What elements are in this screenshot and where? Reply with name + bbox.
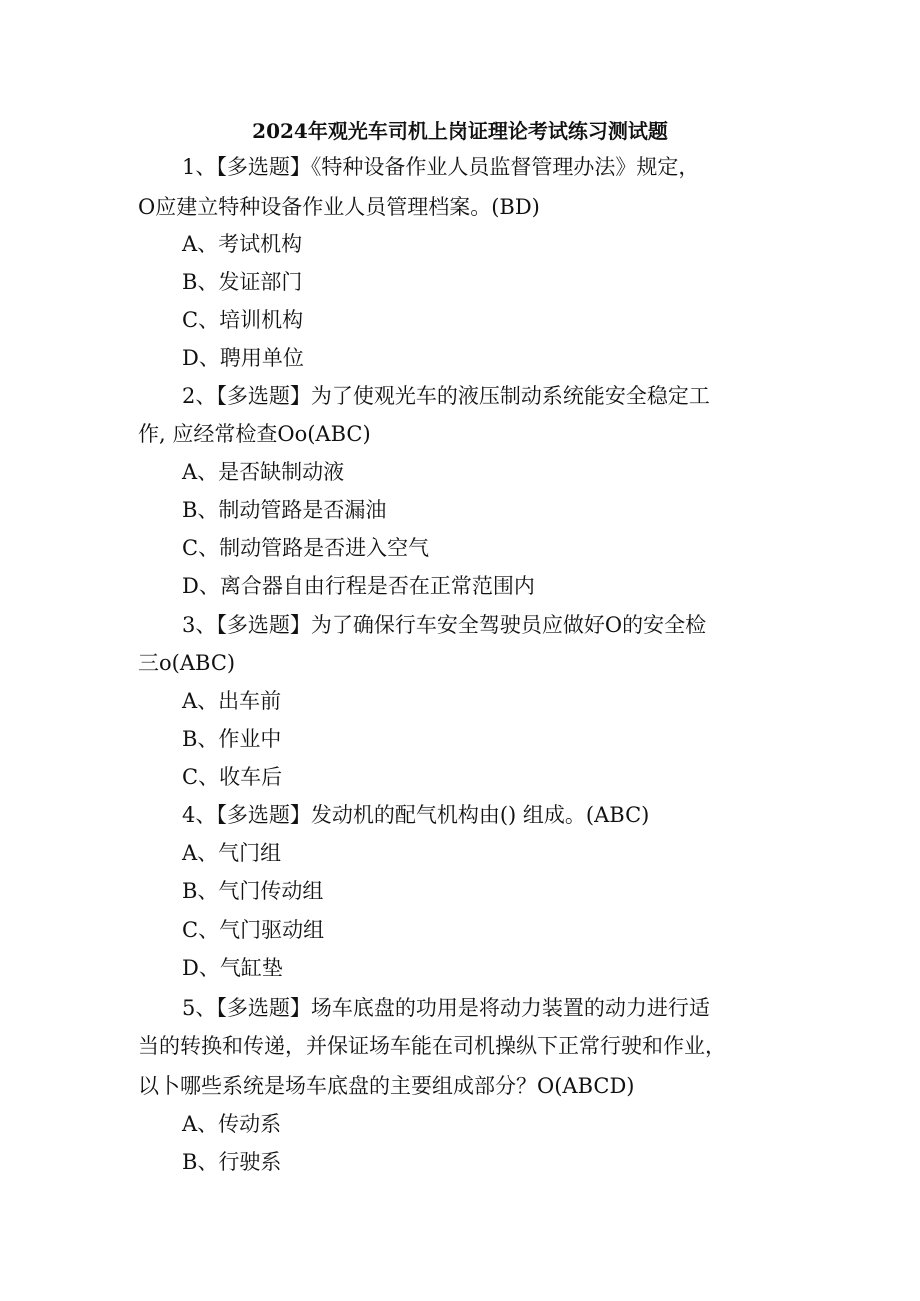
question-5-option-b: B、行驶系 xyxy=(182,1150,282,1174)
question-3-text-line-1: 3、【多选题】为了确保行车安全驾驶员应做好O的安全检 xyxy=(182,613,707,637)
question-5-text-line-1: 5、【多选题】场车底盘的功用是将动力装置的动力进行适 xyxy=(182,996,710,1020)
question-4-text-line-1: 4、【多选题】发动机的配气机构由() 组成。(ABC) xyxy=(182,803,650,827)
question-2-text-line-2: 作, 应经常检查Oo(ABC) xyxy=(138,422,371,446)
question-3-option-b: B、作业中 xyxy=(182,727,282,751)
question-2-option-c: C、制动管路是否进入空气 xyxy=(182,536,430,560)
question-5-text-line-2: 当的转换和传递，并保证场车能在司机操纵下正常行驶和作业， xyxy=(138,1034,726,1058)
question-1-option-b: B、发证部门 xyxy=(182,270,303,294)
question-4-option-c: C、气门驱动组 xyxy=(182,918,325,942)
question-4-option-a: A、气门组 xyxy=(182,841,282,865)
question-2-option-d: D、离合器自由行程是否在正常范围内 xyxy=(182,574,535,598)
question-4-option-d: D、气缸垫 xyxy=(182,956,283,980)
question-2-option-a: A、是否缺制动液 xyxy=(182,460,345,484)
question-5-option-a: A、传动系 xyxy=(182,1112,282,1136)
question-1-option-c: C、培训机构 xyxy=(182,308,304,332)
question-1-text-line-2: O应建立特种设备作业人员管理档案。(BD) xyxy=(138,195,540,219)
question-3-option-c: C、收车后 xyxy=(182,765,283,789)
question-3-text-line-2: 三o(ABC) xyxy=(138,651,236,675)
question-3-option-a: A、出车前 xyxy=(182,689,282,713)
question-1-option-a: A、考试机构 xyxy=(182,232,303,256)
question-5-text-line-3: 以卜哪些系统是场车底盘的主要组成部分？O(ABCD) xyxy=(138,1074,635,1098)
question-4-option-b: B、气门传动组 xyxy=(182,879,324,903)
question-2-option-b: B、制动管路是否漏油 xyxy=(182,498,387,522)
question-1-option-d: D、聘用单位 xyxy=(182,346,304,370)
question-2-text-line-1: 2、【多选题】为了使观光车的液压制动系统能安全稳定工 xyxy=(182,384,710,408)
document-title: 2024年观光车司机上岗证理论考试练习测试题 xyxy=(252,119,668,143)
question-1-text-line-1: 1、【多选题】《特种设备作业人员监督管理办法》规定， xyxy=(182,155,700,179)
